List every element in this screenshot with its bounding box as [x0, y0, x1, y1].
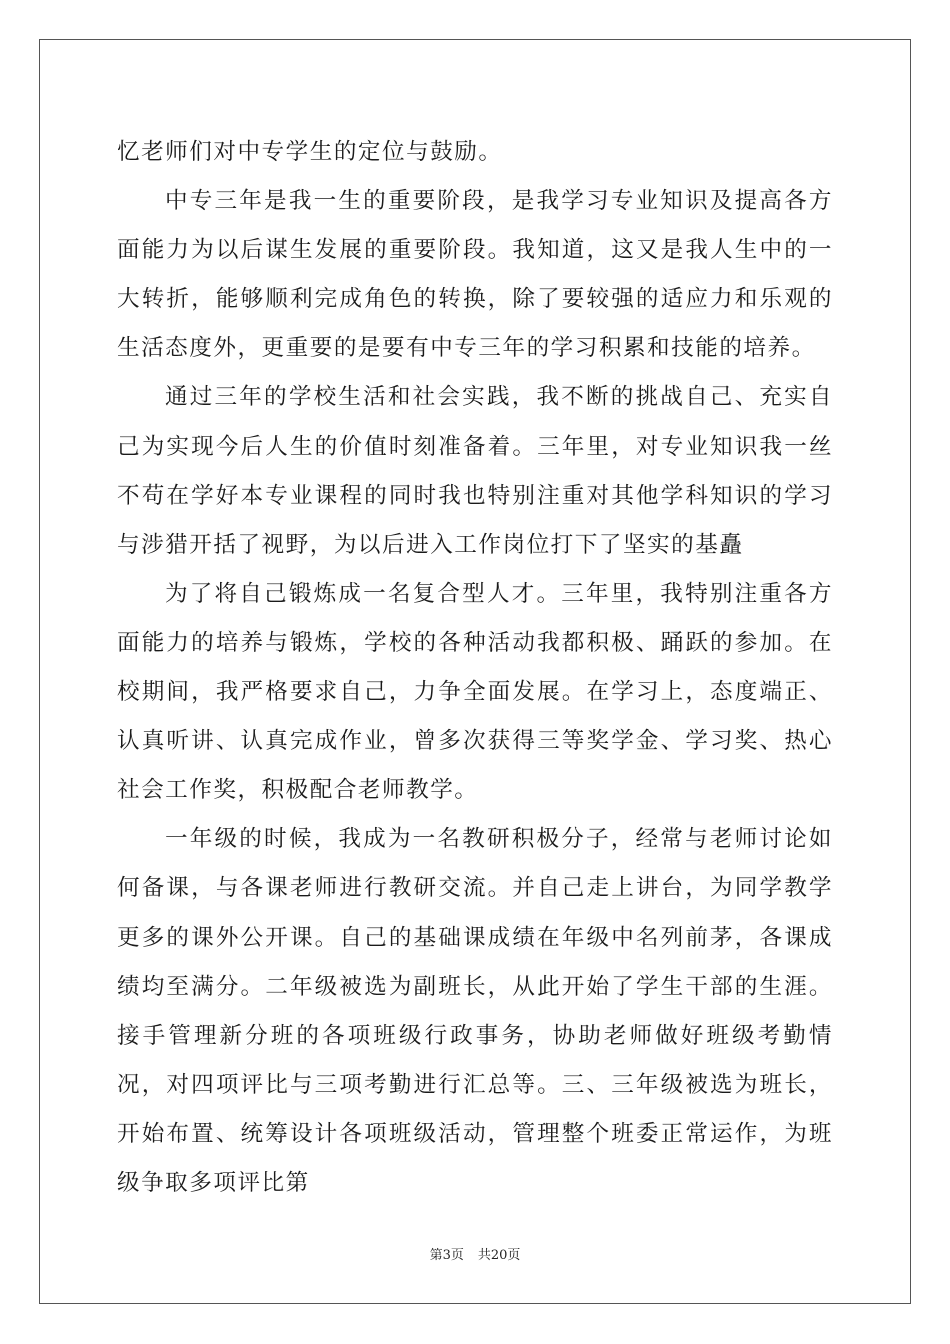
- total-pages: 共20页: [477, 1248, 521, 1263]
- document-body: [117, 128, 833, 1208]
- page-footer: [0, 1247, 950, 1265]
- paragraph-5: 一年级的时候，我成为一名教研积极分子，经常与老师讨论如何备课，与各课老师进行教研交流。并自己走上讲台，为同学教学更多的课外公开课。自己的基础课成绩在年级中名列前茅，各课成绩均至满分。二年级被选为副班长，从此开始了学生干部的生涯。接手管理新分班的各项班级行政事务，协助老师做好班级考勤情况，对四项评比与三项考勤进行汇总等。三、三年级被选为班长，开始布置、统筹设计各项班级活动，管理整个班委正常运作，为班级争取多项评比第: [117, 826, 833, 1196]
- paragraph-2: 中专三年是我一生的重要阶段，是我学习专业知识及提高各方面能力为以后谋生发展的重要阶段。我知道，这又是我人生中的一大转折，能够顺利完成角色的转换，除了要较强的适应力和乐观的生活态度外，更重要的是要有中专三年的学习积累和技能的培养。: [117, 188, 833, 362]
- paragraph-1: 忆老师们对中专学生的定位与鼓励。: [117, 139, 503, 165]
- paragraph-4: 为了将自己锻炼成一名复合型人才。三年里，我特别注重各方面能力的培养与锻炼，学校的各种活动我都积极、踊跃的参加。在校期间，我严格要求自己，力争全面发展。在学习上，态度端正、认真听讲、认真完成作业，曾多次获得三等奖学金、学习奖、热心社会工作奖，积极配合老师教学。: [117, 580, 833, 804]
- page-number: 第3页: [429, 1248, 464, 1263]
- paragraph-3: 通过三年的学校生活和社会实践，我不断的挑战自己、充实自己为实现今后人生的价值时刻准备着。三年里，对专业知识我一丝不苟在学好本专业课程的同时我也特别注重对其他学科知识的学习与涉猎开括了视野，为以后进入工作岗位打下了坚实的基矗: [117, 384, 833, 558]
